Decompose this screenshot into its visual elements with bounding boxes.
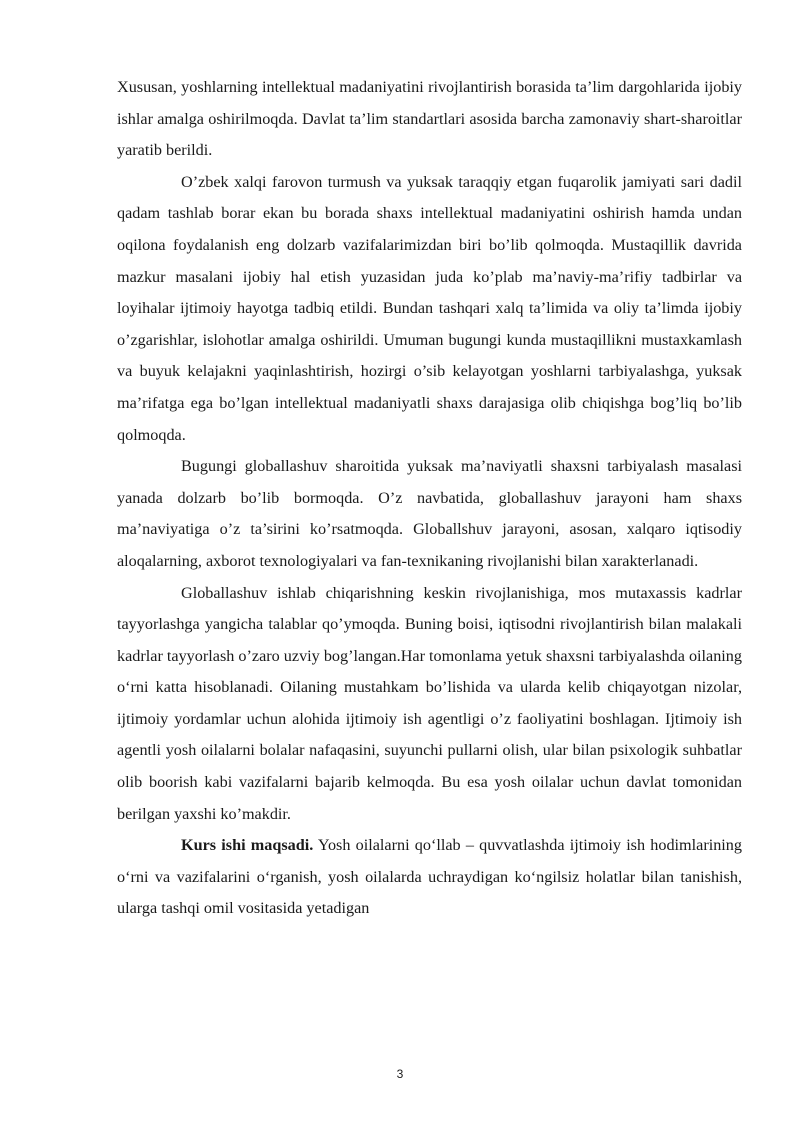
paragraph-5 <box>117 830 742 925</box>
document-body <box>117 72 742 925</box>
paragraph-5-text: Yosh oilalarni qo‘llab – quvvatlashda ijtimoiy ish hodimlarining o‘rni va vazifalarini o‘rganish, yosh oilalarda uchraydigan ko‘ngilsiz holatlar bilan tanishish, ularga tashqi omil vositasida yetadigan <box>117 836 742 918</box>
paragraph-3: Bugungi globallashuv sharoitida yuksak ma’naviyatli shaxsni tarbiyalash masalasi yanada dolzarb bo’lib bormoqda. O’z navbatida, globallashuv jarayoni ham shaxs ma’naviyatiga o’z ta’sirini ko’rsatmoqda. Globallshuv jarayoni, asosan, xalqaro iqtisodiy aloqalarning, axborot texnologiyalari va fan-texnikaning rivojlanishi bilan xarakterlanadi. <box>117 457 742 570</box>
page-number: 3 <box>396 1067 404 1081</box>
paragraph-1: Xususan, yoshlarning intellektual madaniyatini rivojlantirish borasida ta’lim dargohlarida ijobiy ishlar amalga oshirilmoqda. Davlat ta’lim standartlari asosida barcha zamonaviy shart-sharoitlar yaratib berildi. <box>117 78 742 160</box>
paragraph-5-bold-lead: Kurs ishi maqsadi. <box>181 836 314 855</box>
paragraph-4: Globallashuv ishlab chiqarishning keskin rivojlanishiga, mos mutaxassis kadrlar tayyorlashga yangicha talablar qo’ymoqda. Buning boisi, iqtisodni rivojlantirish bilan malakali kadrlar tayyorlash o’zaro uzviy bog’langan.Har tomonlama yetuk shaxsni tarbiyalashda oilaning o‘rni katta hisoblanadi. Oilaning mustahkam bo’lishida va ularda kelib chiqayotgan nizolar, ijtimoiy yordamlar uchun alohida ijtimoiy ish agentligi o’z faoliyatini boshlagan. Ijtimoiy ish agentli yosh oilalarni bolalar nafaqasini, suyunchi pullarni olish, ular bilan psixologik suhbatlar olib boorish kabi vazifalarni bajarib kelmoqda. Bu esa yosh oilalar uchun davlat tomonidan berilgan yaxshi ko’makdir. <box>117 583 742 823</box>
paragraph-2: O’zbek xalqi farovon turmush va yuksak taraqqiy etgan fuqarolik jamiyati sari dadil qadam tashlab borar ekan bu borada shaxs intellektual madaniyatini oshirish hamda undan oqilona foydalanish eng dolzarb vazifalarimizdan biri bo’lib qolmoqda. Mustaqillik davrida mazkur masalani ijobiy hal etish yuzasidan juda ko’plab ma’naviy-ma’rifiy tadbirlar va loyihalar ijtimoiy hayotga tadbiq etildi. Bundan tashqari xalq ta’limida va oliy ta’limda ijobiy o’zgarishlar, islohotlar amalga oshirildi. Umuman bugungi kunda mustaqillikni mustaxkamlash va buyuk kelajakni yaqinlashtirish, hozirgi o’sib kelayotgan yoshlarni tarbiyalashga, yuksak ma’rifatga ega bo’lgan intellektual madaniyatli shaxs darajasiga olib chiqishga bog’liq bo’lib qolmoqda. <box>117 172 742 444</box>
